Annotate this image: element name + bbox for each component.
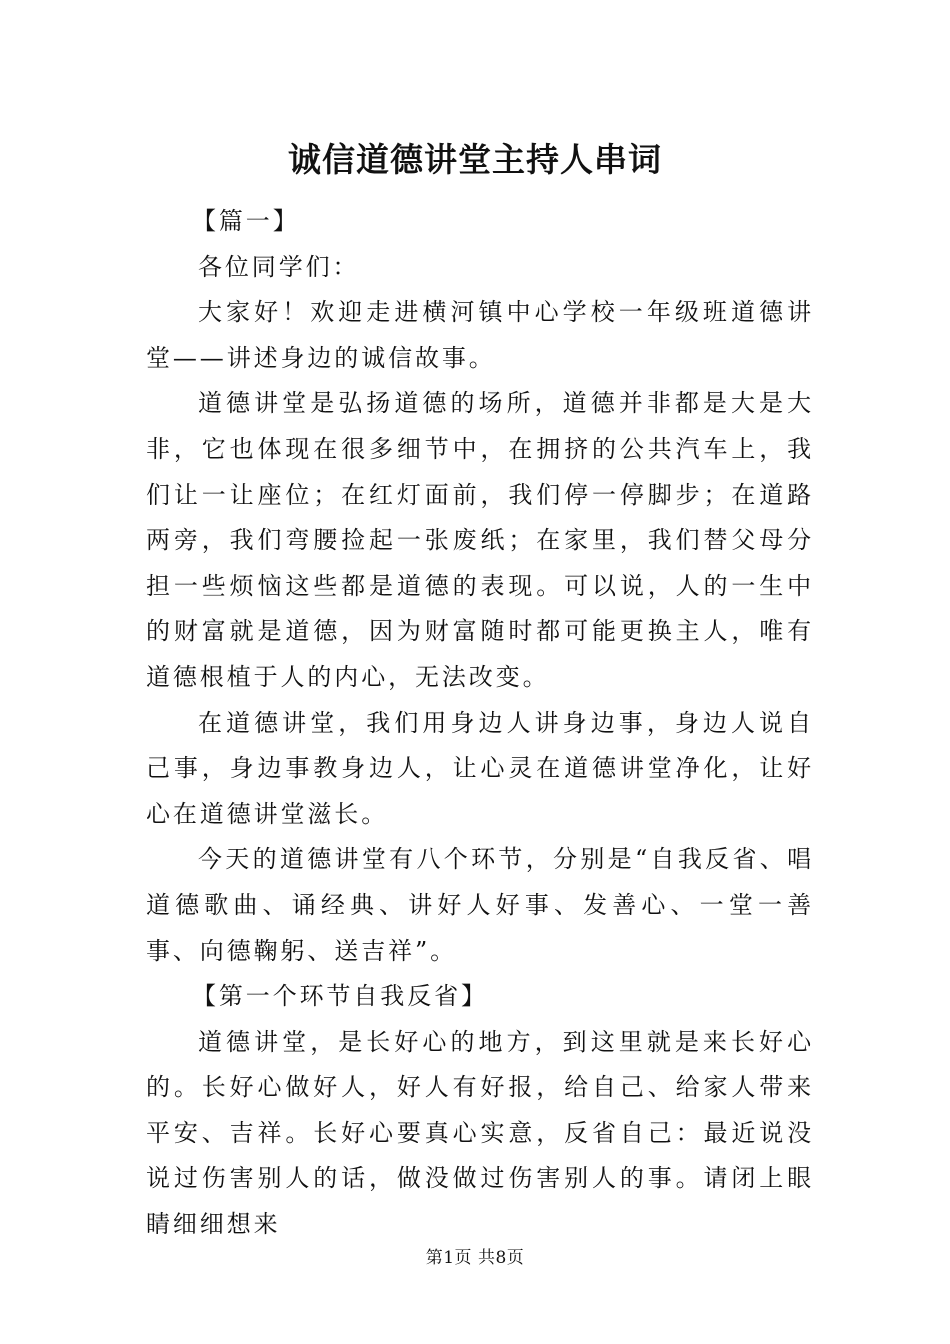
welcome-paragraph: 大家好！欢迎走进横河镇中心学校一年级班道德讲堂——讲述身边的诚信故事。 (146, 298, 814, 372)
lecture-purpose-paragraph: 在道德讲堂，我们用身边人讲身边事，身边人说自己事，身边事教身边人，让心灵在道德讲堂净化，让好心在道德讲堂滋长。 (146, 708, 814, 828)
self-reflection-paragraph: 道德讲堂，是长好心的地方，到这里就是来长好心的。长好心做好人，好人有好报，给自己、给家人带来平安、吉祥。长好心要真心实意，反省自己：最近说没说过伤害别人的话，做没做过伤害别人的事。请闭上眼睛细细想来 (146, 1027, 814, 1239)
page-number-footer: 第1页 共8页 (425, 1248, 525, 1268)
moral-lecture-paragraph: 道德讲堂是弘扬道德的场所，道德并非都是大是大非，它也体现在很多细节中，在拥挤的公共汽车上，我们让一让座位；在红灯面前，我们停一停脚步；在道路两旁，我们弯腰捡起一张废纸；在家里，我们替父母分担一些烦恼这些都是道德的表现。可以说，人的一生中的财富就是道德，因为财富随时都可能更换主人，唯有道德根植于人的内心，无法改变。 (146, 389, 814, 691)
section-heading-part-one: 【篇一】 (192, 207, 300, 235)
greeting-paragraph: 各位同学们： (198, 252, 360, 281)
agenda-paragraph: 今天的道德讲堂有八个环节，分别是“自我反省、唱道德歌曲、诵经典、讲好人好事、发善心、一堂一善事、向德鞠躬、送吉祥”。 (146, 845, 814, 965)
document-body (146, 199, 814, 1248)
document-title: 诚信道德讲堂主持人串词 (288, 140, 662, 179)
section-heading-self-reflection: 【第一个环节自我反省】 (192, 982, 488, 1011)
